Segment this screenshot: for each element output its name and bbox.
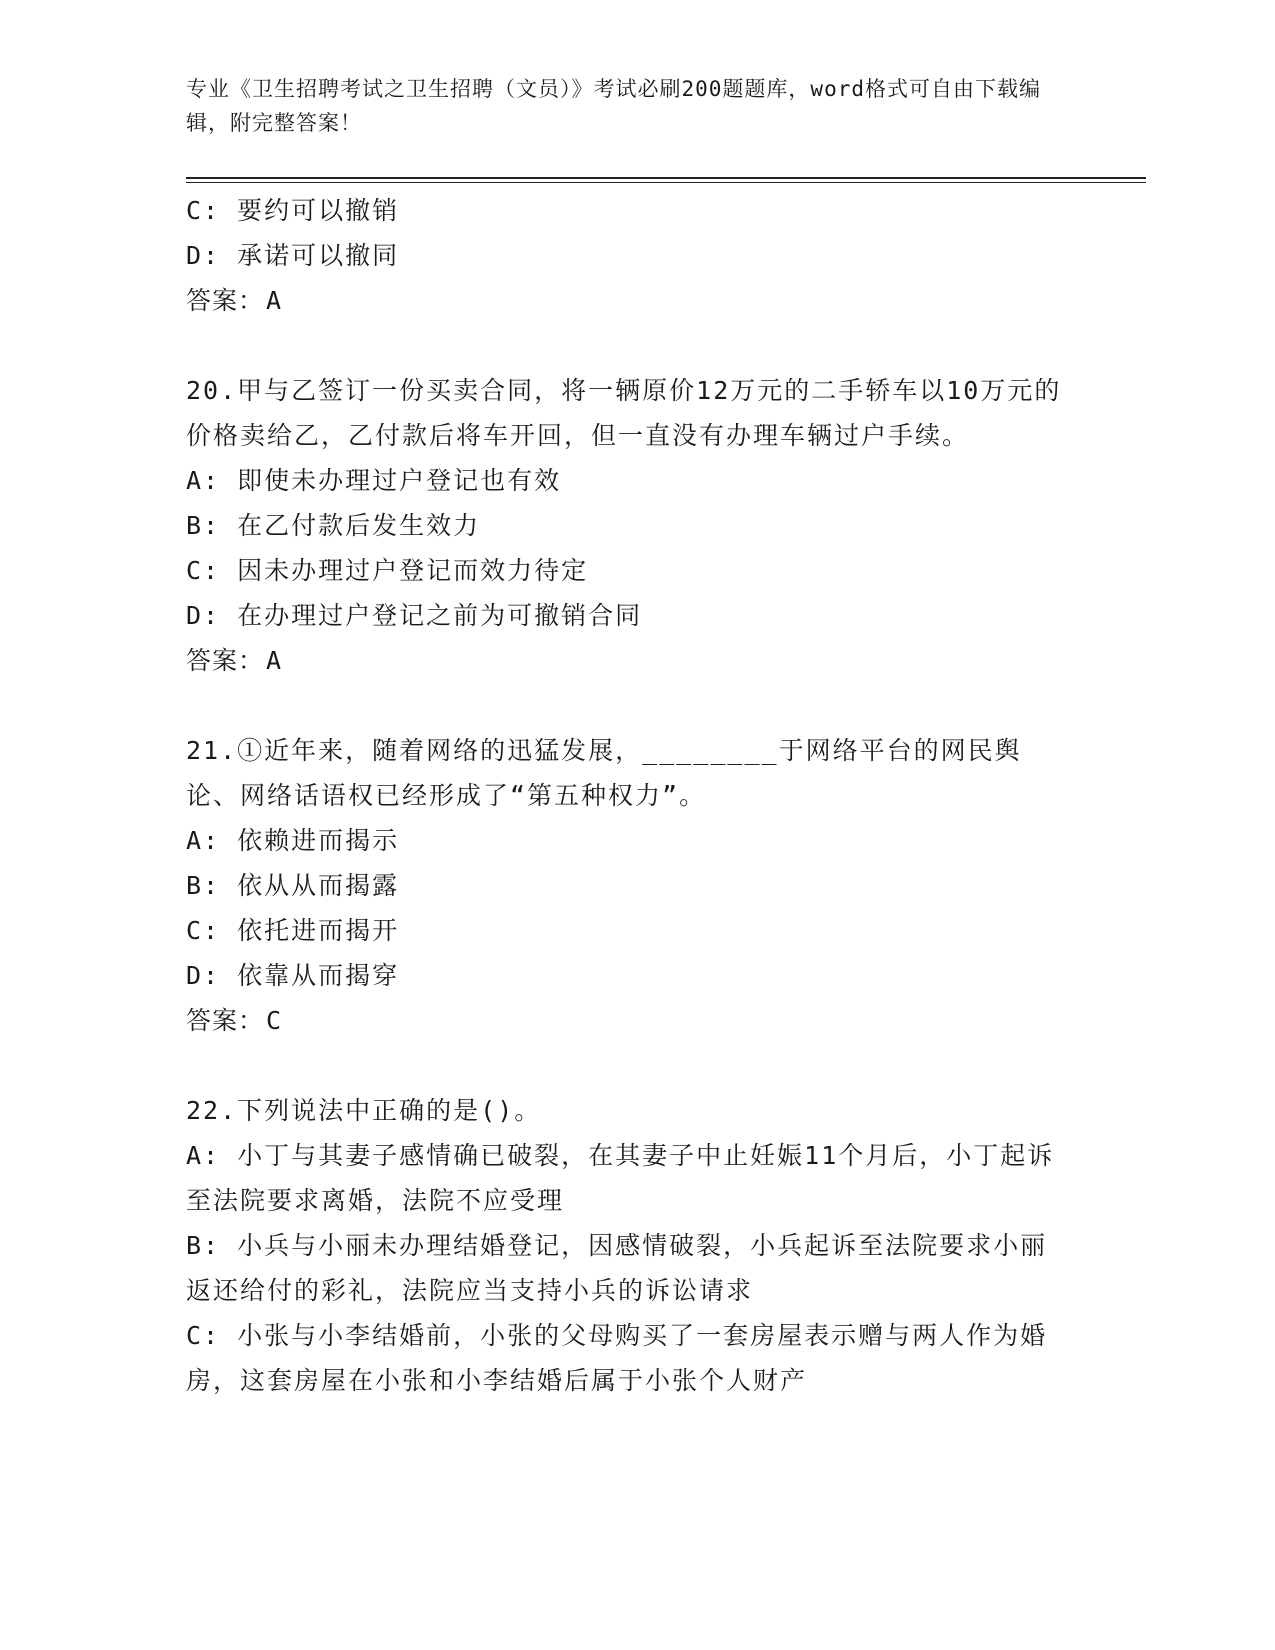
answer-value: C — [266, 1006, 283, 1035]
question-20 — [186, 368, 1066, 683]
answer-line — [186, 278, 1066, 323]
header-title: 专业《卫生招聘考试之卫生招聘（文员）》考试必刷200题题库，word格式可自由下载编辑，附完整答案！ — [186, 77, 1041, 135]
option-b: B: 在乙付款后发生效力 — [186, 511, 481, 540]
question-22 — [186, 1088, 1066, 1403]
question-text: 20.甲与乙签订一份买卖合同，将一辆原价12万元的二手轿车以10万元的价格卖给乙，乙付款后将车开回，但一直没有办理车辆过户手续。 — [186, 376, 1062, 450]
option-c: C: 依托进而揭开 — [186, 916, 400, 945]
question-partial — [186, 188, 1066, 323]
question-list — [186, 188, 1066, 1403]
option-a: A: 即使未办理过户登记也有效 — [186, 466, 562, 495]
option-a: A: 依赖进而揭示 — [186, 826, 400, 855]
option-a: A: 小丁与其妻子感情确已破裂，在其妻子中止妊娠11个月后，小丁起诉至法院要求离婚，法院不应受理 — [186, 1141, 1055, 1215]
header-rule-thin — [186, 182, 1146, 183]
answer-line — [186, 998, 1066, 1043]
header-rule-thick — [186, 177, 1146, 179]
question-21 — [186, 728, 1066, 1043]
option-d: D: 依靠从而揭穿 — [186, 961, 400, 990]
option-b: B: 依从从而揭露 — [186, 871, 400, 900]
answer-value: A — [266, 286, 283, 315]
option-d: D: 在办理过户登记之前为可撤销合同 — [186, 601, 643, 630]
option-b: B: 小兵与小丽未办理结婚登记，因感情破裂，小兵起诉至法院要求小丽返还给付的彩礼，法院应当支持小兵的诉讼请求 — [186, 1231, 1048, 1305]
spacer — [186, 323, 1066, 368]
spacer — [186, 683, 1066, 728]
option-d: D: 承诺可以撤同 — [186, 241, 400, 270]
question-text: 22.下列说法中正确的是()。 — [186, 1096, 542, 1125]
answer-line — [186, 638, 1066, 683]
answer-label: 答案： — [186, 1006, 265, 1035]
question-text: 21.①近年来，随着网络的迅猛发展，________于网络平台的网民舆论、网络话语权已经形成了“第五种权力”。 — [186, 736, 1022, 810]
option-c: C: 要约可以撤销 — [186, 196, 400, 225]
option-c: C: 因未办理过户登记而效力待定 — [186, 556, 589, 585]
answer-label: 答案： — [186, 286, 265, 315]
answer-label: 答案： — [186, 646, 265, 675]
answer-value: A — [266, 646, 283, 675]
document-header — [186, 72, 1066, 140]
option-c: C: 小张与小李结婚前，小张的父母购买了一套房屋表示赠与两人作为婚房，这套房屋在小张和小李结婚后属于小张个人财产 — [186, 1321, 1048, 1395]
spacer — [186, 1043, 1066, 1088]
